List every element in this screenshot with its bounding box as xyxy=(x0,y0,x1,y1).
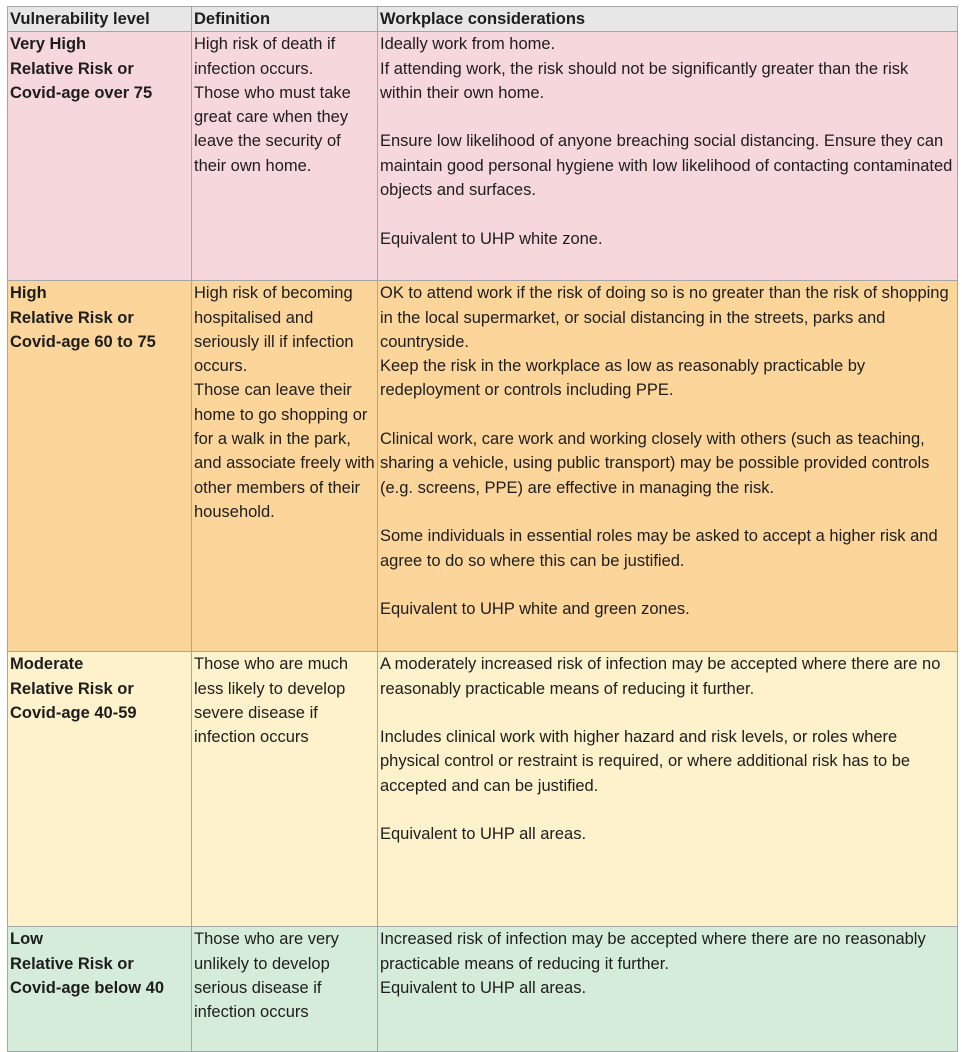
definition-cell xyxy=(192,652,378,927)
level-risk-label: Relative Risk or xyxy=(10,59,134,78)
definition-text: Those who are much less likely to develop severe disease if infection occurs xyxy=(194,655,349,747)
definition-text: High risk of death if infection occurs. Those who must take great care when they leave the security of their own home. xyxy=(194,35,351,175)
level-cell xyxy=(8,927,192,1052)
consideration-paragraph: Increased risk of infection may be accepted where there are no reasonably practicable means of reducing it further. Equivalent to UHP all areas. xyxy=(380,930,926,997)
level-cell xyxy=(8,32,192,281)
header-row xyxy=(8,7,958,32)
consideration-paragraph: Equivalent to UHP all areas. xyxy=(380,825,587,844)
level-name: Very High xyxy=(10,35,87,54)
level-name: Low xyxy=(10,930,43,949)
table-row xyxy=(8,652,958,927)
vulnerability-table xyxy=(7,6,958,1052)
consideration-paragraph: A moderately increased risk of infection may be accepted where there are no reasonably practicable means of reducing it further. xyxy=(380,655,941,698)
header-workplace-considerations: Workplace considerations xyxy=(378,7,958,32)
definition-text: High risk of becoming hospitalised and seriously ill if infection occurs. Those can leave their home to go shopping or for a walk in the park, and associate freely with other members of their household. xyxy=(194,284,375,521)
considerations-cell xyxy=(378,927,958,1052)
consideration-paragraph: Some individuals in essential roles may be asked to accept a higher risk and agree to do so where this can be justified. xyxy=(380,527,938,570)
level-covid-age: Covid-age 60 to 75 xyxy=(10,332,156,351)
definition-cell xyxy=(192,281,378,652)
header-definition: Definition xyxy=(192,7,378,32)
definition-cell xyxy=(192,927,378,1052)
level-risk-label: Relative Risk or xyxy=(10,308,134,327)
consideration-paragraph: Includes clinical work with higher hazard and risk levels, or roles where physical control or restraint is required, or where additional risk has to be accepted and can be justified. xyxy=(380,728,911,795)
considerations-cell xyxy=(378,281,958,652)
definition-cell xyxy=(192,32,378,281)
considerations-cell xyxy=(378,652,958,927)
consideration-paragraph: Clinical work, care work and working closely with others (such as teaching, sharing a vehicle, using public transport) may be possible provided controls (e.g. screens, PPE) are effective in managing the risk. xyxy=(380,430,930,497)
level-covid-age: Covid-age below 40 xyxy=(10,978,165,997)
table-row xyxy=(8,927,958,1052)
level-name: High xyxy=(10,284,47,303)
table-row xyxy=(8,32,958,281)
level-risk-label: Relative Risk or xyxy=(10,954,134,973)
definition-text: Those who are very unlikely to develop serious disease if infection occurs xyxy=(194,930,339,1022)
consideration-paragraph: OK to attend work if the risk of doing so is no greater than the risk of shopping in the local supermarket, or social distancing in the streets, parks and countryside. Keep the risk in the workplace as low as reasonably practicable by redeployment or controls including PPE. xyxy=(380,284,949,400)
consideration-paragraph: Equivalent to UHP white zone. xyxy=(380,229,603,248)
table-row xyxy=(8,281,958,652)
level-name: Moderate xyxy=(10,655,84,674)
considerations-cell xyxy=(378,32,958,281)
consideration-paragraph: Ideally work from home. If attending work, the risk should not be significantly greater than the risk within their own home. xyxy=(380,35,909,102)
consideration-paragraph: Ensure low likelihood of anyone breaching social distancing. Ensure they can maintain good personal hygiene with low likelihood of contacting contaminated objects and surfaces. xyxy=(380,132,953,200)
level-covid-age: Covid-age over 75 xyxy=(10,83,153,102)
consideration-paragraph: Equivalent to UHP white and green zones. xyxy=(380,600,690,619)
level-cell xyxy=(8,652,192,927)
level-cell xyxy=(8,281,192,652)
level-covid-age: Covid-age 40-59 xyxy=(10,703,137,722)
header-vulnerability-level: Vulnerability level xyxy=(8,7,192,32)
level-risk-label: Relative Risk or xyxy=(10,679,134,698)
